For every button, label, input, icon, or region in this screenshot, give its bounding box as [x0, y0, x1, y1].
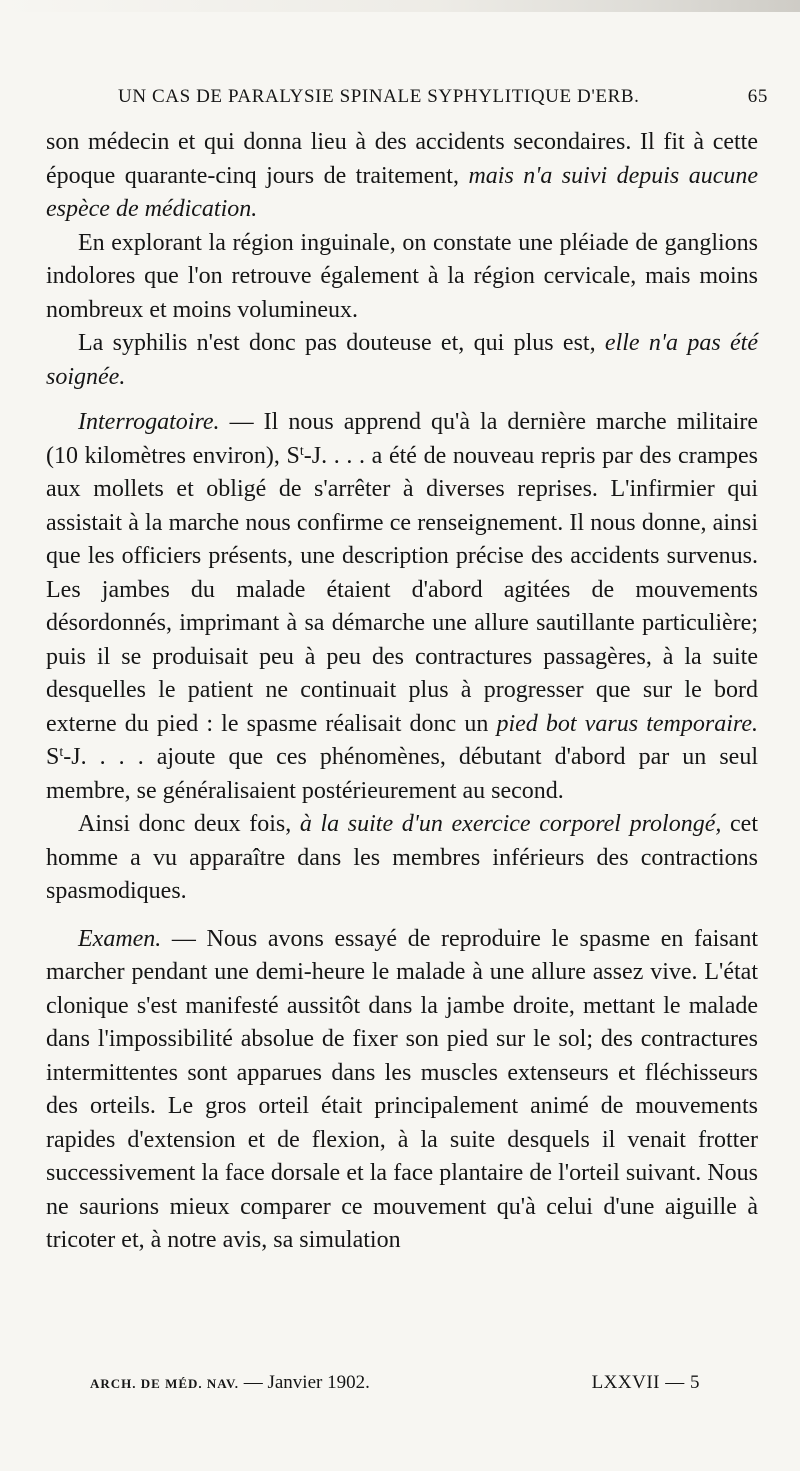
page-body — [46, 126, 758, 1258]
text-run: -J. . . . a été de nouveau repris par des crampes aux mollets et obligé de s'arrêter à diverses reprises. L'infirmier qui assistait à la marche nous confirme ce renseignement. Il nous donne, ainsi que les officiers présents, une description précise des accidents survenus. Les jambes du malade étaient d'abord agitées de mouvements désordonnés, imprimant à sa démarche une allure sautillante particulière; puis il se produisait peu à peu des contractures passagères, à la suite desquelles le patient ne continuait plus à progresser que sur le bord externe du pied : le spasme réalisait donc un — [46, 442, 759, 737]
italic-run: à la suite d'un exercice corporel prolongé, — [299, 811, 722, 837]
italic-run: mais n'a suivi depuis aucune espèce de médication. — [46, 162, 759, 222]
page-number: 65 — [747, 86, 768, 107]
page-edge-shadow — [0, 0, 800, 12]
paragraph-3 — [46, 327, 758, 394]
text-run: — Il nous apprend qu'à la dernière marche militaire (10 kilomètres environ), S — [46, 409, 758, 469]
paragraph-5 — [46, 808, 758, 909]
footer-left — [90, 1372, 370, 1394]
running-header — [118, 86, 768, 116]
italic-run: elle n'a pas été soignée. — [46, 330, 759, 390]
issue-date: — Janvier 1902. — [238, 1372, 370, 1393]
paragraph-2: En explorant la région inguinale, on constate une pléiade de ganglions indolores que l'on retrouve également à la région cervicale, mais moins nombreux et moins volumineux. — [46, 229, 758, 323]
text-run: — Nous avons essayé de reproduire le spasme en faisant marcher pendant une demi-heure le malade à une allure assez vive. L'état clonique s'est manifesté aussitôt dans la jambe droite, mettant le malade dans l'impossibilité absolue de fixer son pied sur le sol; des contractures intermittentes sont apparues dans les muscles extenseurs et fléchisseurs des orteils. Le gros orteil était principalement animé de mouvements rapides d'extension et de flexion, à la suite desquels il venait frotter successivement la face dorsale et la face plantaire de l'orteil suivant. Nous ne saurions mieux comparer ce mouvement qu'à celui d'une aiguille à tricoter et, à notre avis, sa simulation — [46, 925, 758, 1253]
section-lead: Examen. — [78, 925, 162, 952]
text-run: La syphilis n'est donc pas douteuse et, qui plus est, — [78, 330, 605, 356]
superscript: t — [299, 443, 304, 459]
superscript: t — [59, 745, 64, 760]
text-run: Ainsi donc deux fois, — [78, 811, 300, 837]
italic-run: pied bot varus temporaire. — [496, 710, 758, 737]
paragraph-examen — [46, 923, 758, 1258]
text-run: son médecin et qui donna lieu à des accidents secondaires. Il fit à cette époque quarante-cinq jours de traitement, — [46, 129, 758, 189]
text-run: cet homme a vu apparaître dans les membres inférieurs des contractions spasmodiques. — [46, 811, 758, 904]
section-lead: Interrogatoire. — [78, 409, 220, 435]
volume-signature: LXXVII — 5 — [591, 1372, 700, 1393]
text-run: S — [46, 744, 60, 770]
paragraph-interrogatoire — [46, 406, 758, 808]
text-run: -J. . . . ajoute que ces phénomènes, débutant d'abord par un seul membre, se généralisaient postérieurement au second. — [46, 744, 758, 804]
page-footer — [90, 1372, 700, 1400]
running-title: UN CAS DE PARALYSIE SPINALE SYPHYLITIQUE D'ERB. — [118, 86, 640, 107]
journal-abbrev: ARCH. DE MÉD. NAV. — [90, 1376, 239, 1391]
paragraph-1 — [46, 126, 758, 227]
